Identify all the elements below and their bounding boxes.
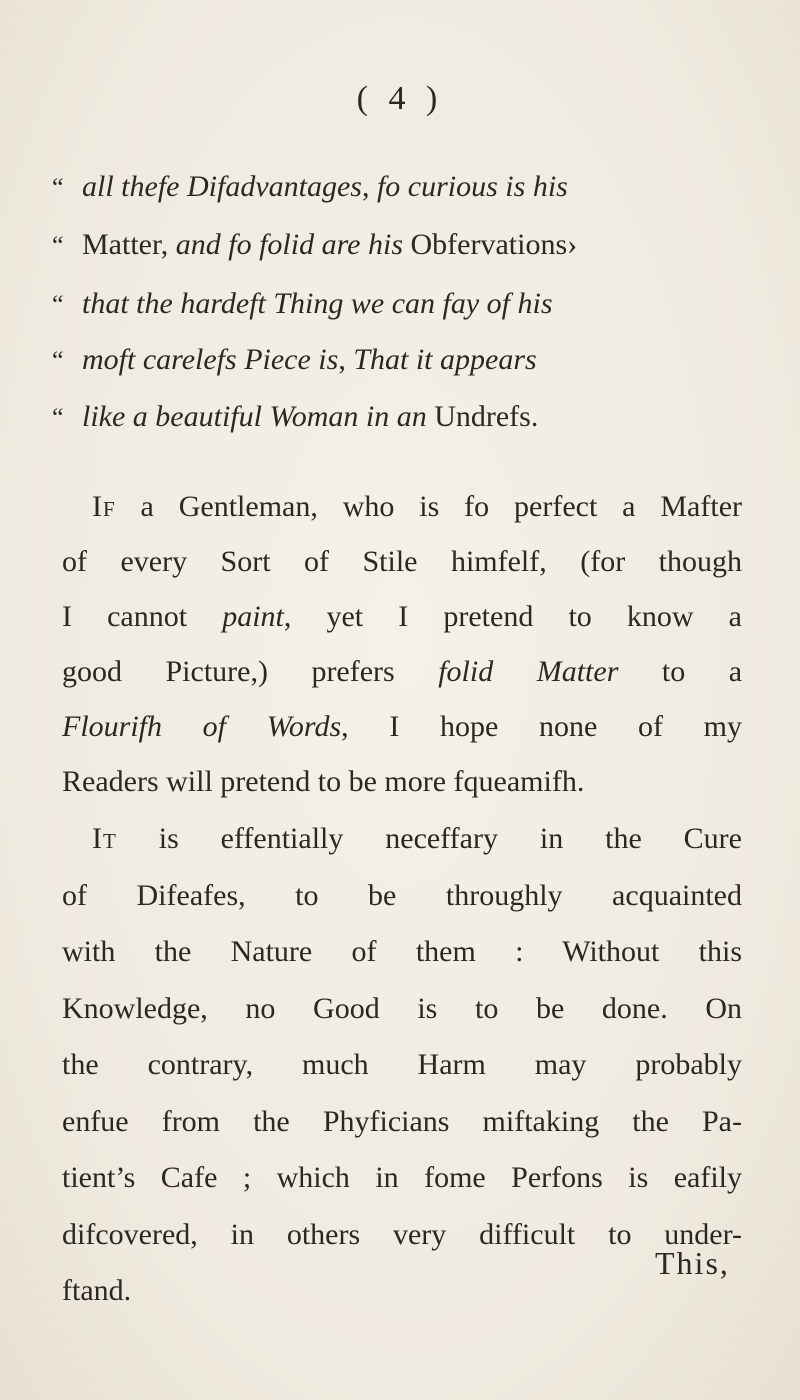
text-line [62,655,742,689]
text-run: of every Sort of Stile himfelf, (for though [62,545,742,578]
catchword: This, [655,1245,730,1281]
text-line [62,935,742,969]
text-run: the contrary, much Harm may probably [62,1048,742,1081]
text-run: If [92,490,116,523]
text-run: tient’s Cafe ; which in fome Perfons is eafily [62,1161,742,1194]
text-run: It [92,822,117,855]
text-run: and fo folid are his [175,228,411,261]
text-run: , I hope none of my [341,710,742,743]
text-run: to a [618,655,743,688]
quote-line [52,400,538,434]
quote-line [52,343,537,377]
text-run: is effentially neceffary in the Cure [116,822,742,855]
quote-line [52,228,577,262]
page-number: ( 4 ) [356,80,444,117]
text-run: difcovered, in others very difficult to under- [62,1217,742,1251]
text-line [62,1218,742,1252]
text-run: of Difeafes, to be throughly acquainted [62,878,742,912]
text-line [62,1274,742,1308]
text-line [62,600,742,634]
text-line [62,879,742,913]
text-run: › [567,228,578,261]
text-run: ftand. [62,1274,132,1307]
quote-line [52,170,568,204]
text-run: that the hardeft Thing we can fay of his [82,287,553,320]
text-run: Matter, [82,228,176,261]
text-line [62,992,742,1026]
text-run: fo curious is his [376,170,568,203]
quote-mark: “ [52,231,64,260]
text-line [62,1048,742,1082]
text-run: good Picture,) prefers [62,655,439,688]
text-run: all thefe [82,170,187,203]
quote-mark: “ [52,173,64,202]
text-run: Obfervations [410,228,568,261]
text-run: with the Nature of them : Without this [62,935,742,968]
text-line [62,1105,742,1139]
text-run: Readers will pretend to be more fqueamifh. [62,765,585,798]
text-run: folid Matter [438,655,619,688]
text-line [92,490,742,524]
text-line [92,822,742,856]
quote-line [52,287,553,321]
text-run: That it appears [353,343,537,376]
text-line [62,545,742,579]
quote-mark: “ [52,346,64,375]
text-run: Flourifh of Words [62,710,342,743]
quote-mark: “ [52,403,64,432]
text-run: like a beautiful Woman in an [82,400,435,433]
text-run: enfue from the Phyficians miftaking the Pa- [62,1104,742,1138]
text-run: , [361,170,377,203]
text-run: I cannot [62,600,223,633]
text-run: , [338,343,354,376]
text-run: , yet I pretend to know a [283,600,742,633]
text-run: Difadvantages [186,170,362,203]
text-line [62,710,742,744]
text-line [62,765,742,799]
text-run: Knowledge, no Good is to be done. On [62,991,742,1025]
text-run: a Gentleman, who is fo perfect a Mafter [115,490,742,523]
text-run: moft carelefs Piece is [82,343,339,376]
text-run: paint [222,600,284,633]
quote-mark: “ [52,290,64,319]
text-line [62,1161,742,1195]
text-run: Undrefs. [434,400,539,433]
